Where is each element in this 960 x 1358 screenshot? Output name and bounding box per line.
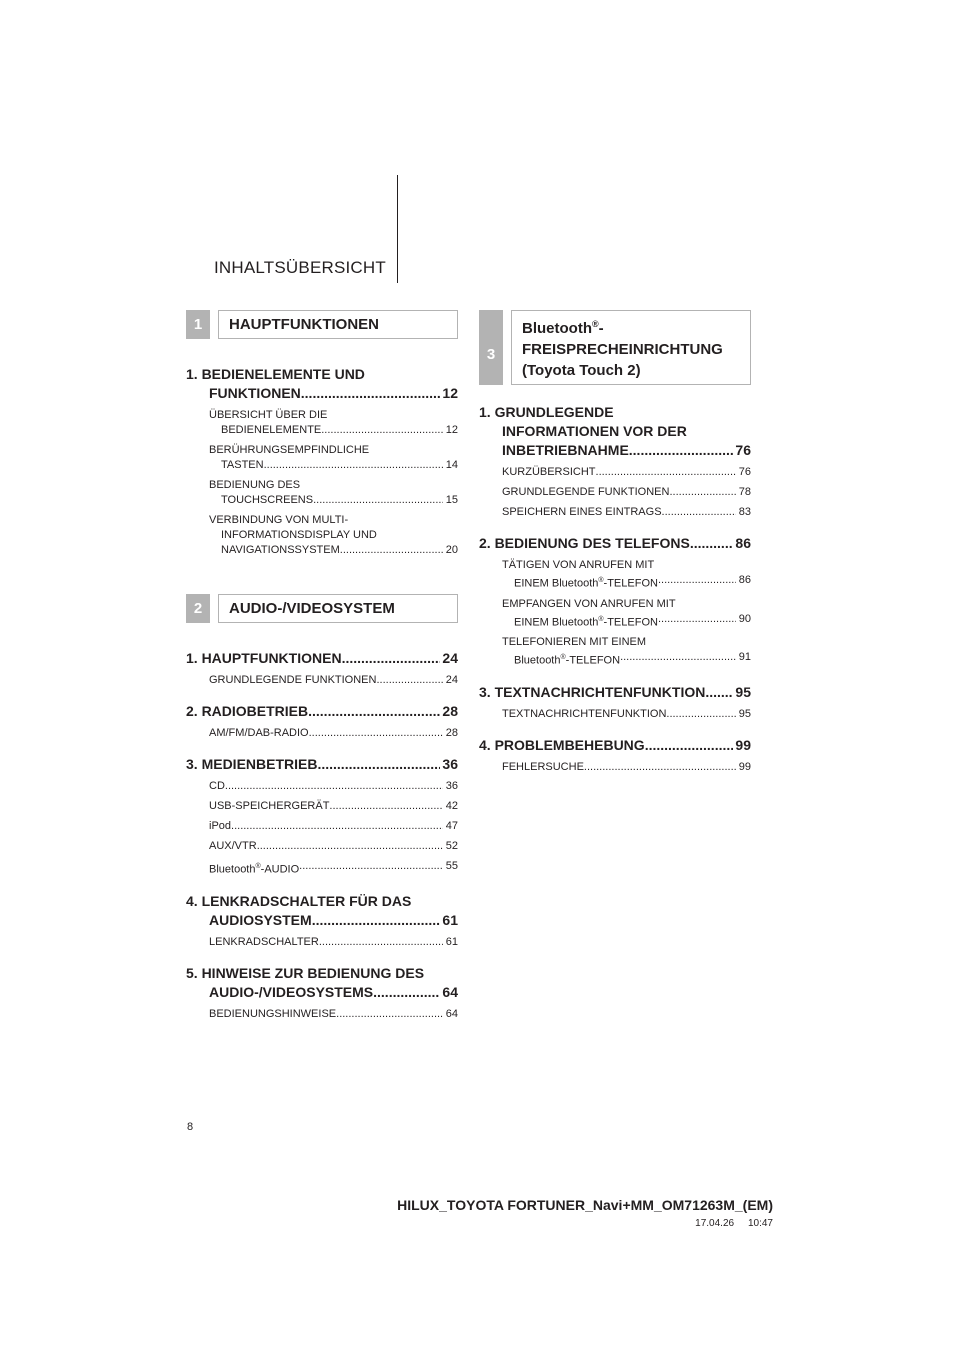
- chapter-entry[interactable]: [479, 534, 751, 553]
- toc-subentry[interactable]: [186, 408, 458, 438]
- chapter-title: FUNKTIONEN: [209, 385, 301, 401]
- chapter-title: 4. PROBLEMBEHEBUNG: [479, 736, 645, 753]
- page-ref: 55: [445, 860, 458, 872]
- subentry-title: FEHLERSUCHE: [502, 760, 584, 773]
- chapter-entry[interactable]: [186, 702, 458, 721]
- subentry-title: BEDIENELEMENTE: [221, 424, 322, 436]
- subentry-title: USB-SPEICHERGERÄT: [209, 800, 330, 812]
- dot-leader: [319, 935, 443, 950]
- page-ref: 52: [445, 840, 458, 852]
- chapter-title: 1. GRUNDLEGENDE: [479, 404, 614, 420]
- subentry-title: KURZÜBERSICHT: [502, 466, 596, 478]
- dot-leader: [313, 493, 443, 508]
- page-ref: 95: [735, 683, 751, 700]
- subentry-title: EINEM Bluetooth: [514, 616, 599, 629]
- page-ref: 28: [445, 727, 458, 739]
- page-ref: 99: [735, 736, 751, 753]
- page-ref: 36: [445, 780, 458, 792]
- page-ref: 83: [738, 506, 751, 518]
- page-ref: 78: [738, 486, 751, 498]
- dot-leader: [312, 911, 441, 930]
- chapter-title: 3. TEXTNACHRICHTENFUNKTION: [479, 683, 706, 700]
- left-column: [186, 310, 458, 1022]
- subentry-title: TÄTIGEN VON ANRUFEN MIT: [502, 559, 655, 571]
- chapter-entry[interactable]: [186, 649, 458, 668]
- page-ref: 12: [442, 385, 458, 401]
- subentry-title: TOUCHSCREENS: [221, 494, 314, 506]
- page-ref: 12: [445, 424, 458, 436]
- dot-leader: [336, 1007, 443, 1022]
- page-ref: 61: [442, 911, 458, 928]
- header-divider: [397, 175, 398, 283]
- section-title: [511, 310, 751, 385]
- registered-mark: ®: [598, 615, 604, 623]
- dot-leader: [669, 485, 735, 500]
- dot-leader: [225, 779, 443, 794]
- subentry-title: TEXTNACHRICHTENFUNKTION: [502, 707, 667, 720]
- section-title-text: -: [598, 320, 604, 337]
- dot-leader: [705, 683, 733, 702]
- chapter-entry[interactable]: [186, 365, 458, 403]
- subentry-title: TASTEN: [221, 459, 264, 471]
- section-title: HAUPTFUNKTIONEN: [218, 310, 458, 339]
- dot-leader: [596, 465, 736, 480]
- section-number: 3: [479, 310, 503, 385]
- chapter-entry[interactable]: [186, 964, 458, 1002]
- page-ref: 91: [738, 651, 751, 664]
- subentry-title: EINEM Bluetooth: [514, 577, 599, 590]
- page-ref: 86: [735, 535, 751, 551]
- section-title: AUDIO-/VIDEOSYSTEM: [218, 594, 458, 623]
- toc-subentry[interactable]: [186, 478, 458, 508]
- chapter-title: 1. HAUPTFUNKTIONEN: [186, 650, 342, 666]
- dot-leader: [264, 458, 443, 473]
- dot-leader: [308, 702, 440, 721]
- dot-leader: [317, 755, 440, 774]
- subentry-title: Bluetooth: [514, 654, 561, 667]
- toc-subentry[interactable]: [186, 935, 458, 950]
- chapter-title: 1. BEDIENELEMENTE UND: [186, 366, 365, 382]
- page-ref: 24: [445, 674, 458, 686]
- subentry-title: Bluetooth: [209, 863, 256, 876]
- page-ref: 64: [445, 1007, 458, 1020]
- registered-mark: ®: [255, 863, 261, 870]
- page-ref: 86: [738, 574, 751, 586]
- toc-subentry[interactable]: [479, 558, 751, 592]
- page-ref: 61: [445, 935, 458, 948]
- dot-leader: [662, 505, 736, 520]
- toc-subentry[interactable]: [479, 465, 751, 480]
- registered-mark: ®: [591, 319, 599, 329]
- section-title-text: (Toyota Touch 2): [522, 362, 641, 379]
- section-number: 1: [186, 310, 210, 339]
- page-ref: 14: [445, 459, 458, 471]
- toc-subentry[interactable]: [186, 1007, 458, 1022]
- toc-subentry[interactable]: [479, 485, 751, 500]
- page-ref: 24: [442, 650, 458, 666]
- right-column: [479, 310, 751, 775]
- dot-leader: [301, 384, 441, 403]
- subentry-title: ÜBERSICHT ÜBER DIE: [209, 409, 328, 421]
- dot-leader: [376, 673, 442, 688]
- toc-subentry[interactable]: [479, 505, 751, 520]
- dot-leader: [321, 423, 443, 438]
- subentry-title: iPod: [209, 820, 232, 832]
- page-ref: 90: [738, 612, 751, 625]
- chapter-entry[interactable]: [479, 403, 751, 460]
- dot-leader: [309, 726, 443, 741]
- dot-leader: [658, 612, 736, 631]
- subentry-title: INFORMATIONSDISPLAY UND: [221, 529, 377, 541]
- dot-leader: [620, 650, 736, 669]
- subentry-title: SPEICHERN EINES EINTRAGS: [502, 506, 662, 518]
- subentry-title: TELEFONIEREN MIT EINEM: [502, 636, 647, 649]
- chapter-title: INBETRIEBNAHME: [502, 442, 629, 458]
- page-ref: 95: [738, 707, 751, 720]
- chapter-title: 4. LENKRADSCHALTER FÜR DAS: [186, 892, 412, 909]
- chapter-entry[interactable]: [479, 736, 751, 755]
- subentry-title: BEDIENUNGSHINWEISE: [209, 1007, 337, 1020]
- toc-subentry[interactable]: [186, 839, 458, 854]
- section-3-header: [479, 310, 751, 385]
- toc-subentry[interactable]: [186, 673, 458, 688]
- chapter-title: 3. MEDIENBETRIEB: [186, 756, 318, 772]
- subentry-title: BEDIENUNG DES: [209, 479, 301, 491]
- subentry-title: LENKRADSCHALTER: [209, 935, 319, 948]
- toc-subentry[interactable]: [479, 635, 751, 669]
- subentry-title: BERÜHRUNGSEMPFINDLICHE: [209, 444, 370, 456]
- dot-leader: [329, 799, 442, 814]
- page-ref: 15: [445, 494, 458, 506]
- section-1-header: [186, 310, 458, 339]
- dot-leader: [231, 819, 443, 834]
- dot-leader: [658, 573, 736, 592]
- section-2-header: [186, 594, 458, 623]
- subentry-title: VERBINDUNG VON MULTI-: [209, 514, 349, 526]
- subentry-title: -TELEFON: [603, 616, 658, 629]
- dot-leader: [340, 543, 443, 558]
- dot-leader: [690, 534, 734, 553]
- dot-leader: [666, 707, 735, 722]
- toc-subentry[interactable]: [186, 726, 458, 741]
- chapter-title: 2. RADIOBETRIEB: [186, 703, 309, 719]
- subentry-title: GRUNDLEGENDE FUNKTIONEN: [209, 674, 377, 686]
- section-title-text: Bluetooth: [522, 320, 592, 337]
- chapter-title: INFORMATIONEN VOR DER: [502, 423, 687, 439]
- section-title-text: FREISPRECHEINRICHTUNG: [522, 341, 723, 358]
- toc-subentry[interactable]: [479, 597, 751, 631]
- toc-subentry[interactable]: [186, 513, 458, 558]
- print-date: 17.04.26 10:47: [695, 1218, 773, 1229]
- chapter-entry[interactable]: [186, 892, 458, 930]
- subentry-title: EMPFANGEN VON ANRUFEN MIT: [502, 597, 676, 610]
- chapter-title: 5. HINWEISE ZUR BEDIENUNG DES: [186, 964, 425, 981]
- page-ref: 76: [738, 466, 751, 478]
- page-ref: 42: [445, 800, 458, 812]
- chapter-title: AUDIOSYSTEM: [209, 911, 312, 928]
- section-number: 2: [186, 594, 210, 623]
- document-code: HILUX_TOYOTA FORTUNER_Navi+MM_OM71263M_(EM): [397, 1197, 773, 1213]
- dot-leader: [257, 839, 443, 854]
- chapter-entry[interactable]: [186, 755, 458, 774]
- dot-leader: [373, 983, 440, 1002]
- toc-subentry[interactable]: [186, 799, 458, 814]
- toc-subentry[interactable]: [186, 859, 458, 878]
- page-number: 8: [187, 1121, 194, 1133]
- page-ref: 28: [442, 703, 458, 719]
- toc-subentry[interactable]: [186, 819, 458, 834]
- page-ref: 99: [738, 760, 751, 773]
- toc-subentry[interactable]: [479, 707, 751, 722]
- subentry-title: AUX/VTR: [209, 840, 257, 852]
- page-ref: 20: [445, 544, 458, 556]
- toc-subentry[interactable]: [186, 443, 458, 473]
- toc-subentry[interactable]: [186, 779, 458, 794]
- dot-leader: [342, 649, 441, 668]
- subentry-title: -TELEFON: [565, 654, 621, 667]
- dot-leader: [629, 441, 734, 460]
- header-title: INHALTSÜBERSICHT: [214, 258, 386, 277]
- subentry-title: GRUNDLEGENDE FUNKTIONEN: [502, 486, 670, 498]
- registered-mark: ®: [598, 577, 604, 584]
- page-ref: 36: [442, 756, 458, 772]
- subentry-title: NAVIGATIONSSYSTEM: [221, 544, 340, 556]
- subentry-title: CD: [209, 780, 225, 792]
- page-ref: 76: [735, 442, 751, 458]
- page-ref: 64: [442, 983, 458, 1000]
- dot-leader: [645, 736, 734, 755]
- registered-mark: ®: [560, 654, 566, 662]
- dot-leader: [584, 760, 736, 775]
- chapter-title: 2. BEDIENUNG DES TELEFONS: [479, 535, 690, 551]
- subentry-title: AM/FM/DAB-RADIO: [209, 727, 309, 739]
- subentry-title: -AUDIO: [260, 863, 300, 876]
- toc-subentry[interactable]: [479, 760, 751, 775]
- subentry-title: -TELEFON: [603, 577, 658, 590]
- chapter-entry[interactable]: [479, 683, 751, 702]
- dot-leader: [299, 859, 443, 878]
- page-ref: 47: [445, 820, 458, 832]
- chapter-title: AUDIO-/VIDEOSYSTEMS: [209, 983, 374, 1000]
